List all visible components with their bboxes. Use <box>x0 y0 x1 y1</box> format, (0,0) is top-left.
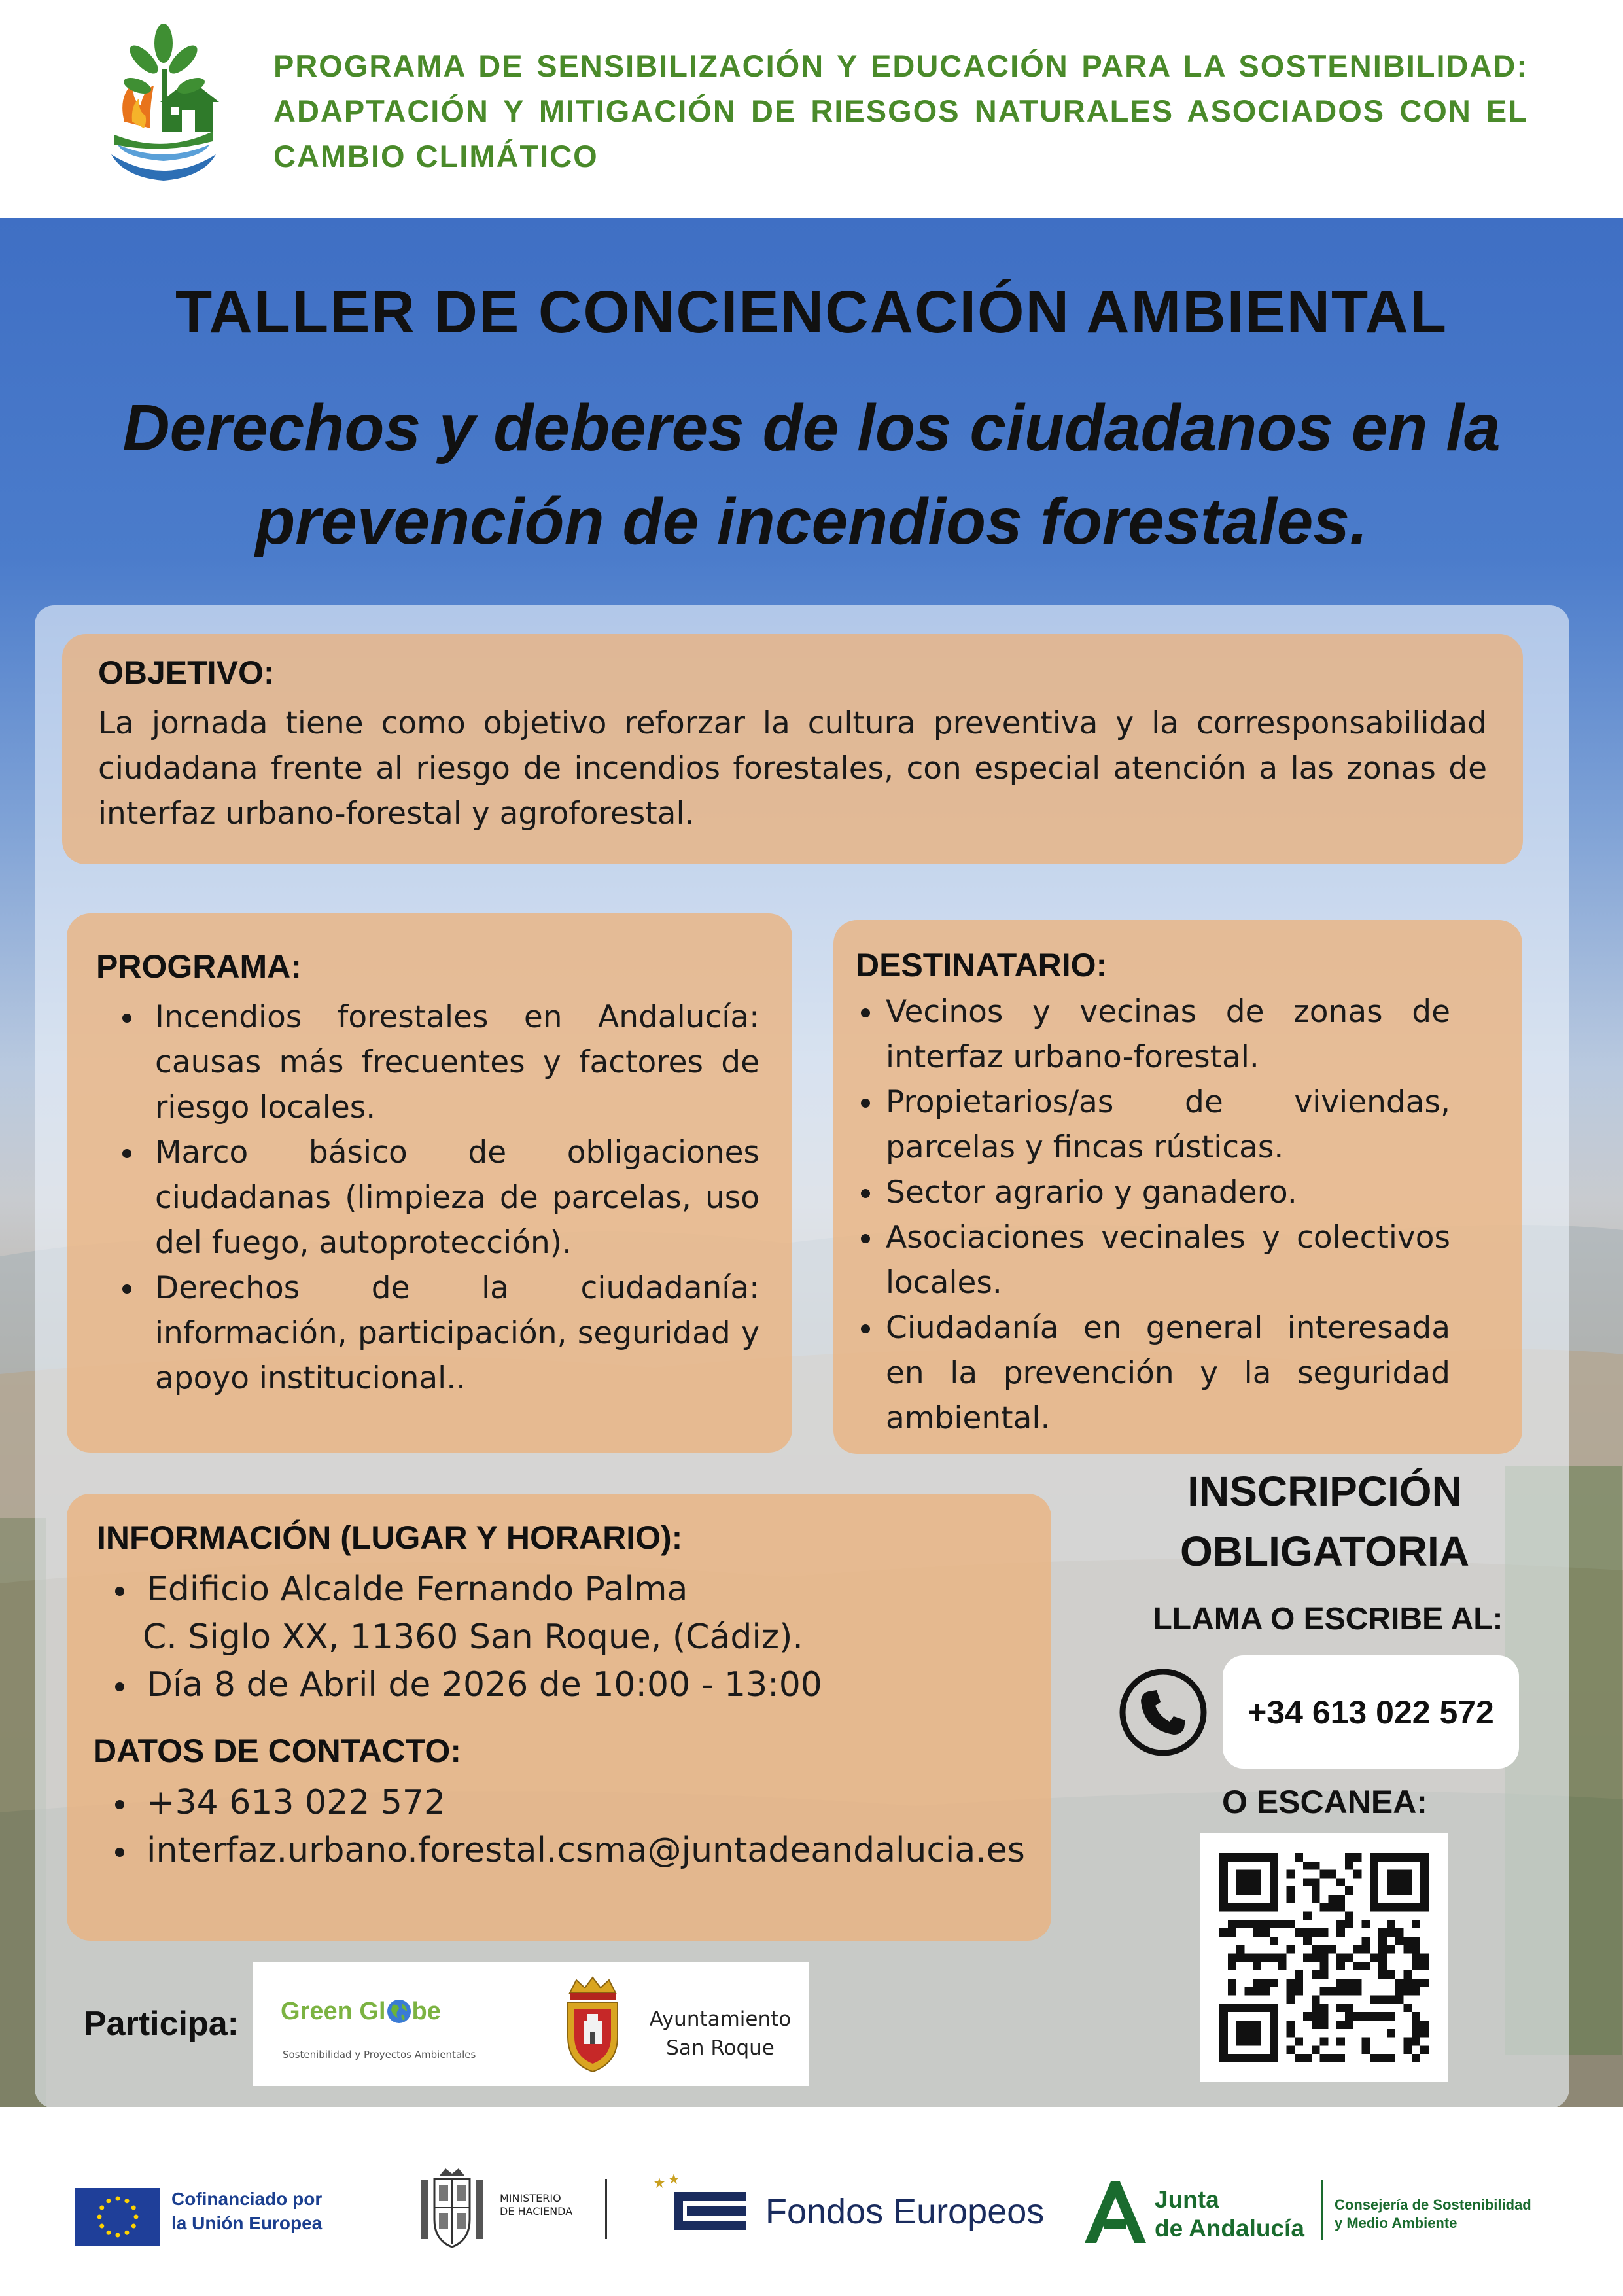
partners-box <box>253 1962 809 2086</box>
junta-line: de Andalucía <box>1155 2215 1304 2242</box>
programa-heading: PROGRAMA: <box>96 948 302 985</box>
informacion-list <box>97 1566 1025 1709</box>
list-item: Ciudadanía en general interesada en la prevención y la seguridad ambiental. <box>856 1305 1450 1441</box>
objetivo-card <box>62 634 1523 864</box>
venue-name: Edificio Alcalde Fernando Palma <box>147 1570 688 1609</box>
green-globe-name: be <box>411 1998 441 2025</box>
junta-andalucia-text <box>1155 2185 1304 2243</box>
destinatario-list <box>856 989 1450 1441</box>
crest-icon <box>560 1975 625 2073</box>
header <box>0 0 1623 218</box>
objetivo-text: La jornada tiene como objetivo reforzar la cultura preventiva y la corresponsabilidad ciudadana frente al riesgo de incendios forestales, con especial atención a las zonas de interfaz urbano-forestal y agroforestal. <box>98 705 1487 832</box>
qr-code-image[interactable] <box>1219 1853 1429 2062</box>
ministerio-line: DE HACIENDA <box>500 2205 573 2217</box>
programa-list <box>96 995 759 1401</box>
list-item: Vecinos y vecinas de zonas de interfaz urbano-forestal. <box>856 989 1450 1080</box>
list-item: Propietarios/as de viviendas, parcelas y fincas rústicas. <box>856 1080 1450 1170</box>
program-title-line: ADAPTACIÓN Y MITIGACIÓN DE RIESGOS NATURALES ASOCIADOS CON EL <box>273 94 1528 128</box>
subtitle-line: prevención de incendios forestales. <box>255 485 1368 558</box>
list-item: Asociaciones vecinales y colectivos locales. <box>856 1215 1450 1305</box>
inscripcion-heading <box>1112 1461 1537 1581</box>
contacto-heading: DATOS DE CONTACTO: <box>93 1733 461 1769</box>
programa-card <box>67 913 792 1453</box>
contacto-list <box>97 1779 1025 1875</box>
program-title-line: CAMBIO CLIMÁTICO <box>273 139 599 173</box>
page-subtitle <box>65 381 1558 569</box>
junta-line: Junta <box>1155 2186 1219 2213</box>
eu-cofinanciado <box>171 2187 322 2235</box>
informacion-heading: INFORMACIÓN (LUGAR Y HORARIO): <box>97 1519 683 1556</box>
divider <box>1321 2180 1323 2240</box>
inscripcion-line: INSCRIPCIÓN <box>1187 1468 1462 1515</box>
contacto-section <box>93 1732 1025 1875</box>
informacion-card <box>67 1494 1051 1941</box>
green-globe-tagline: Sostenibilidad y Proyectos Ambientales <box>283 2049 476 2060</box>
consejeria-text <box>1335 2196 1531 2233</box>
eu-flag-icon <box>75 2188 160 2246</box>
call-label: LLAMA O ESCRIBE AL: <box>1153 1602 1503 1636</box>
ayuntamiento-name <box>645 2005 795 2062</box>
junta-andalucia-icon <box>1079 2179 1151 2244</box>
venue-item <box>97 1566 1025 1661</box>
globe-icon <box>386 1998 412 2024</box>
venue-address: C. Siglo XX, 11360 San Roque, (Cádiz). <box>143 1617 803 1657</box>
inscripcion-phone[interactable]: +34 613 022 572 <box>1223 1655 1519 1769</box>
ayuntamiento-line: San Roque <box>666 2036 775 2060</box>
date-item: Día 8 de Abril de 2026 de 10:00 - 13:00 <box>97 1661 1025 1709</box>
consejeria-line: Consejería de Sostenibilidad <box>1335 2197 1531 2213</box>
eu-line: la Unión Europea <box>171 2213 323 2233</box>
destinatario-heading: DESTINATARIO: <box>856 947 1108 983</box>
contact-phone[interactable]: +34 613 022 572 <box>97 1779 1025 1827</box>
list-item: Derechos de la ciudadanía: información, participación, seguridad y apoyo institucional.. <box>96 1265 759 1401</box>
program-title-line: PROGRAMA DE SENSIBILIZACIÓN Y EDUCACIÓN PARA LA SOSTENIBILIDAD: <box>273 48 1528 83</box>
contact-email[interactable]: interfaz.urbano.forestal.csma@juntadeandalucia.es <box>97 1827 1025 1875</box>
scan-label: O ESCANEA: <box>1222 1784 1427 1820</box>
inscripcion-line: OBLIGATORIA <box>1179 1528 1470 1575</box>
green-globe-name: Green Gl <box>281 1998 386 2025</box>
spain-shield-icon <box>416 2167 488 2252</box>
footer <box>0 2107 1623 2296</box>
consejeria-line: y Medio Ambiente <box>1335 2215 1457 2231</box>
subtitle-line: Derechos y deberes de los ciudadanos en la <box>122 391 1501 465</box>
ayuntamiento-line: Ayuntamiento <box>649 2007 792 2031</box>
qr-code[interactable] <box>1200 1833 1448 2082</box>
program-title <box>273 43 1528 179</box>
green-globe-logo <box>281 1998 441 2026</box>
objetivo-heading: OBJETIVO: <box>98 654 275 691</box>
list-item: Incendios forestales en Andalucía: causas más frecuentes y factores de riesgo locales. <box>96 995 759 1130</box>
phone-icon <box>1117 1667 1209 1758</box>
program-logo-icon <box>98 24 229 181</box>
ministerio-line: MINISTERIO <box>500 2192 561 2204</box>
ministerio-hacienda <box>500 2192 572 2218</box>
divider <box>605 2179 607 2239</box>
page-title: TALLER DE CONCIENCACIÓN AMBIENTAL <box>175 279 1448 345</box>
participa-label: Participa: <box>84 2005 239 2043</box>
fondos-europeos-text: Fondos Europeos <box>765 2192 1045 2231</box>
eu-line: Cofinanciado por <box>171 2189 323 2209</box>
destinatario-card <box>833 920 1522 1454</box>
fondos-europeos-icon <box>654 2172 752 2244</box>
list-item: Marco básico de obligaciones ciudadanas (limpieza de parcelas, uso del fuego, autoprotección). <box>96 1130 759 1265</box>
list-item: Sector agrario y ganadero. <box>856 1170 1450 1215</box>
